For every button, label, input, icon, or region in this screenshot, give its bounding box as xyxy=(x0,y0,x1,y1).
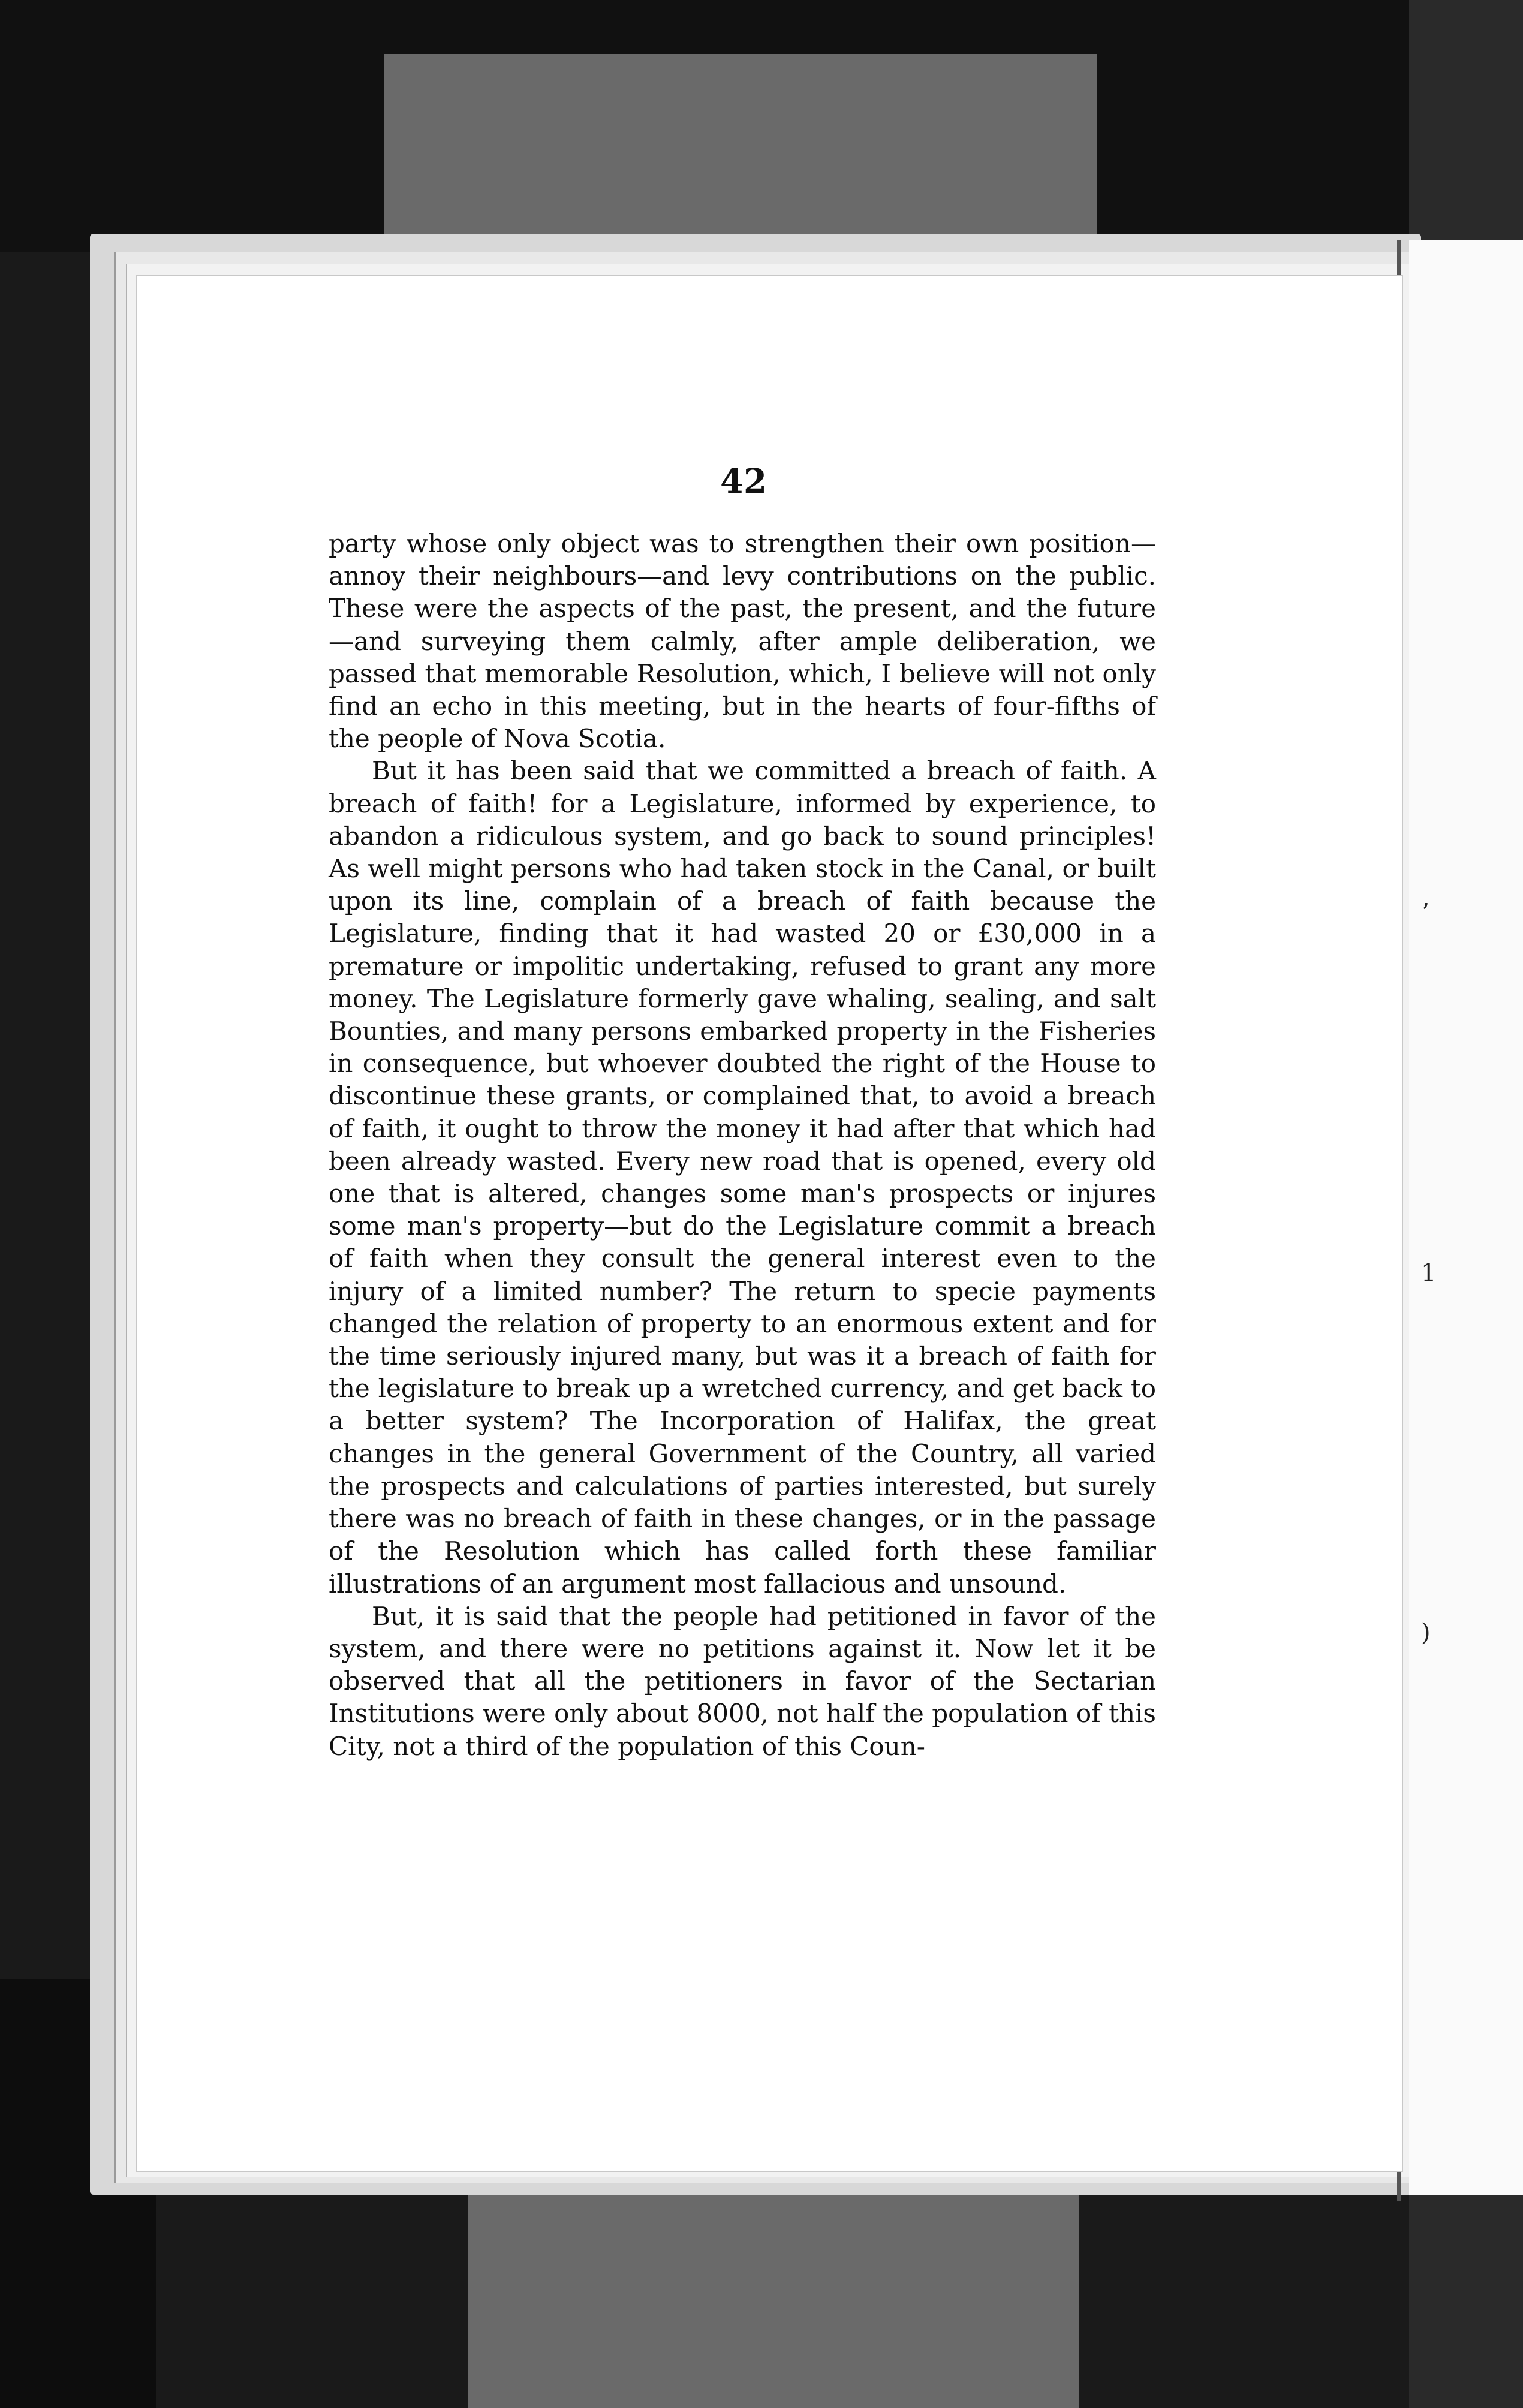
paragraph: But it has been said that we committed a breach of faith. A breach of faith! for a Legislature, informed by experience, to abandon a ridiculous system, and go back to sound principles! As well might persons who had taken stock in the Canal, or built upon its line, complain of a breach of faith because the Legislature, finding that it had wasted 20 or £30,000 in a premature or impolitic undertaking, refused to grant any more money. The Legislature formerly gave whaling, sealing, and salt Bounties, and many persons embarked property in the Fisheries in consequence, but whoever doubted the right of the House to discontinue these grants, or complained that, to avoid a breach of faith, it ought to throw the money it had after that which had been already wasted. Every new road that is opened, every old one that is altered, changes some man's prospects or injures some man's property—but do the Legislature commit a breach of faith when they consult the general interest even to the injury of a limited number? The return to specie payments changed the relation of property to an enormous extent and for the time seriously injured many, but was it a breach of faith for the legislature to break up a wretched currency, and get back to a better system? The Incorporation of Halifax, the great changes in the general Government of the Country, all varied the prospects and calculations of parties interested, but surely there was no breach of faith in these changes, or in the passage of the Resolution which has called forth these familiar illustrations of an argument most fallacious and unsound. xyxy=(329,756,1156,1599)
margin-mark: ) xyxy=(1421,1619,1431,1647)
facing-page-edge xyxy=(1409,240,1523,2195)
paragraph: party whose only object was to strengthen their own position—annoy their neighbours—and levy contributions on the public. These were the aspects of the past, the present, and the future—and surveying them calmly, after ample deliberation, we passed that memorable Resolution, which, I believe will not only find an echo in this meeting, but in the hearts of four-fifths of the people of Nova Scotia. xyxy=(329,529,1156,754)
paragraph: But, it is said that the people had petitioned in favor of the system, and there were no petitions against it. Now let it be observed that all the petitioners in favor of the Sectarian Institutions were only about 8000, not half the population of this City, not a third of the population of this Coun- xyxy=(329,1601,1156,1761)
scanner-background-patch-bottom xyxy=(468,2159,1079,2408)
page-number: 42 xyxy=(720,462,767,501)
scanner-background-patch-top xyxy=(384,54,1097,252)
margin-mark: ʼ xyxy=(1421,899,1429,927)
margin-mark: 1 xyxy=(1421,1259,1437,1287)
page-body-text xyxy=(329,528,1156,1763)
